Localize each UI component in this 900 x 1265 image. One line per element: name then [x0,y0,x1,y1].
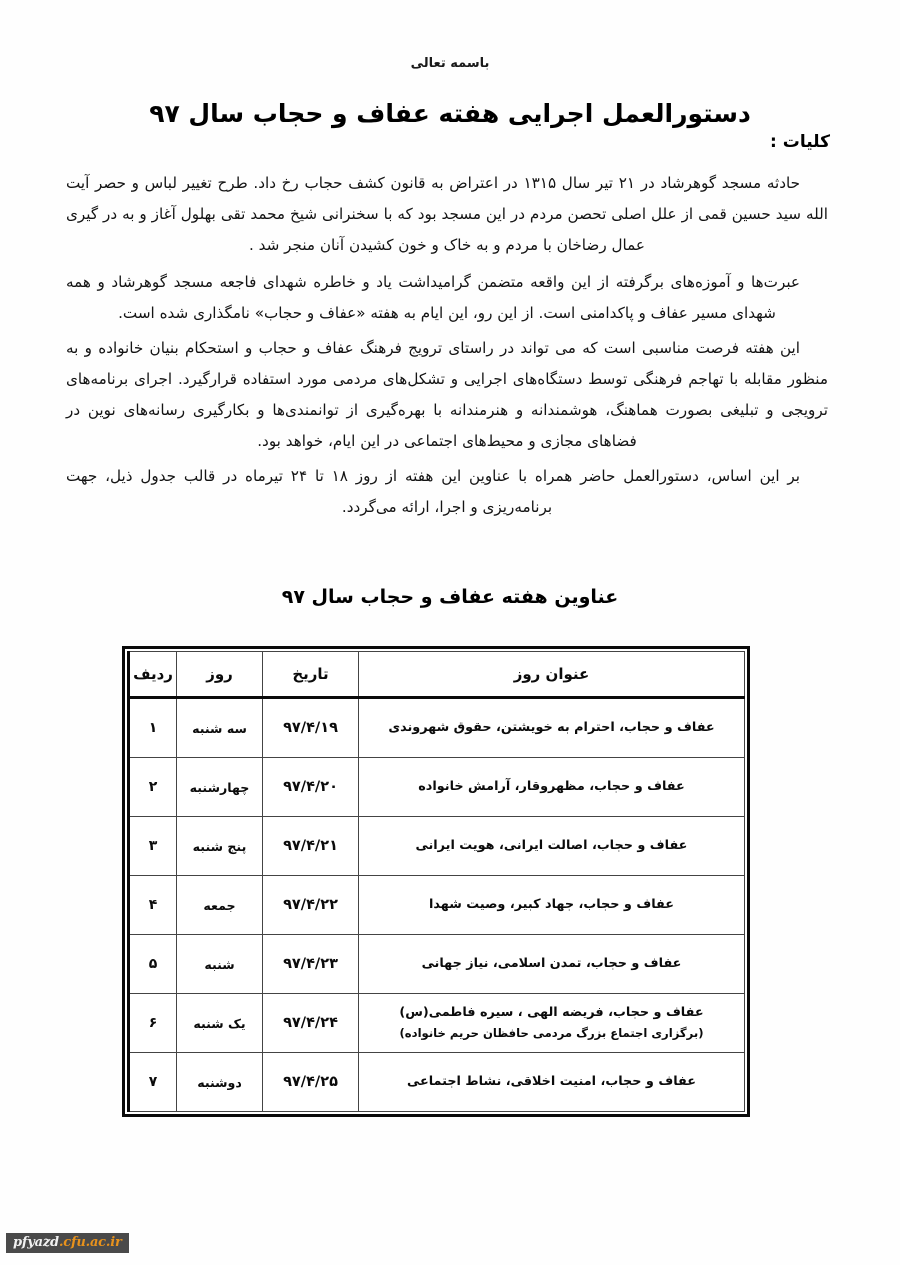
cell-rooz: چهارشنبه [177,758,263,817]
cell-onvan [359,935,745,994]
table-body [129,698,745,1112]
cell-rooz: شنبه [177,935,263,994]
site-watermark [6,1233,129,1253]
basmaleh-line: باسمه تعالی [410,56,490,71]
schedule-table-frame [122,646,750,1117]
table-row [129,876,745,935]
cell-radif: ۱ [129,698,177,758]
cell-radif: ۶ [129,994,177,1053]
table-row [129,698,745,758]
column-header-radif: ردیف [129,652,177,698]
cell-rooz: یک شنبه [177,994,263,1053]
cell-radif: ۵ [129,935,177,994]
table-row [129,817,745,876]
cell-onvan [359,758,745,817]
paragraph-1: حادثه مسجد گوهرشاد در ۲۱ تیر سال ۱۳۱۵ در اعتراض به قانون کشف حجاب رخ داد. طرح تغییر لباس و حصر آیت الله سید حسین قمی از علل اصلی تحصن مردم در این مسجد بود که با سخنرانی شیخ محمد تقی بهلول آغاز و به در گیری عمال رضاخان با مردم و به خاک و خون کشیدن آنان منجر شد . [66,174,828,254]
onvan-main: عفاف و حجاب، امنیت اخلاقی، نشاط اجتماعی [407,1074,696,1089]
table-header [129,652,745,698]
paragraph-4: بر این اساس، دستورالعمل حاضر همراه با عناوین این هفته از روز ۱۸ تا ۲۴ تیرماه در قالب جدول ذیل، جهت برنامه‌ریزی و اجرا، ارائه می‌گردد. [66,467,801,516]
table-row [129,935,745,994]
table-row [129,994,745,1053]
cell-onvan [359,1053,745,1112]
cell-tarikh: ۹۷/۴/۲۲ [263,876,359,935]
onvan-main: عفاف و حجاب، فریضه الهی ، سیره فاطمی(س) [399,1005,704,1020]
cell-radif: ۳ [129,817,177,876]
cell-radif: ۲ [129,758,177,817]
onvan-main: عفاف و حجاب، اصالت ایرانی، هویت ایرانی [415,838,688,853]
onvan-main: عفاف و حجاب، تمدن اسلامی، نیاز جهانی [421,956,682,971]
cell-radif: ۴ [129,876,177,935]
page-title: دستورالعمل اجرایی هفته عفاف و حجاب سال ۹۷ [149,98,751,128]
cell-tarikh: ۹۷/۴/۱۹ [263,698,359,758]
onvan-main: عفاف و حجاب، احترام به خویشتن، حقوق شهروندی [388,720,715,735]
cell-radif: ۷ [129,1053,177,1112]
cell-rooz: جمعه [177,876,263,935]
onvan-main: عفاف و حجاب، جهاد کبیر، وصیت شهدا [429,897,674,912]
paragraph-2: عبرت‌ها و آموزه‌های برگرفته از این واقعه متضمن گرامیداشت یاد و خاطره شهدای فاجعه مسجد گوهرشاد و همه شهدای مسیر عفاف و پاکدامنی است. از این رو، این ایام به هفته «عفاف و حجاب» نامگذاری شده است. [66,273,800,322]
cell-tarikh: ۹۷/۴/۲۳ [263,935,359,994]
cell-onvan [359,698,745,758]
cell-rooz: دوشنبه [177,1053,263,1112]
section-heading-generalities: کلیات : [770,132,830,152]
watermark-primary: pfyazd [13,1235,59,1250]
cell-tarikh: ۹۷/۴/۲۰ [263,758,359,817]
cell-rooz: سه شنبه [177,698,263,758]
cell-tarikh: ۹۷/۴/۲۱ [263,817,359,876]
column-header-onvan: عنوان روز [359,652,745,698]
watermark-secondary: .cfu.ac.ir [58,1235,122,1250]
table-caption: عناوین هفته عفاف و حجاب سال ۹۷ [281,586,619,608]
onvan-main: عفاف و حجاب، مظهروقار، آرامش خانواده [418,779,685,794]
cell-tarikh: ۹۷/۴/۲۵ [263,1053,359,1112]
cell-onvan [359,994,745,1053]
table-header-row [129,652,745,698]
cell-onvan [359,817,745,876]
schedule-table [127,651,745,1112]
cell-onvan [359,876,745,935]
onvan-sub: (برگزاری اجتماع بزرگ مردمی حافظان حریم خانواده) [399,1026,704,1040]
paragraph-3: این هفته فرصت مناسبی است که می تواند در راستای ترویج فرهنگ عفاف و حجاب و استحکام بنیان خانواده و به منظور مقابله با تهاجم فرهنگی توسط دستگاه‌های اجرایی و تشکل‌های مردمی مورد استفاده قرارگیرد. اجرای برنامه‌های ترویجی و تبلیغی بصورت هماهنگ، هوشمندانه و هنرمندانه با بهره‌گیری از توانمندی‌ها و بکارگیری رسانه‌های نوین در فضاهای مجازی و محیط‌های اجتماعی در این ایام، خواهد بود. [66,339,828,450]
body-text-block [66,168,828,527]
column-header-rooz: روز [177,652,263,698]
cell-rooz: پنج شنبه [177,817,263,876]
table-row [129,758,745,817]
table-row [129,1053,745,1112]
cell-tarikh: ۹۷/۴/۲۴ [263,994,359,1053]
column-header-tarikh: تاریخ [263,652,359,698]
